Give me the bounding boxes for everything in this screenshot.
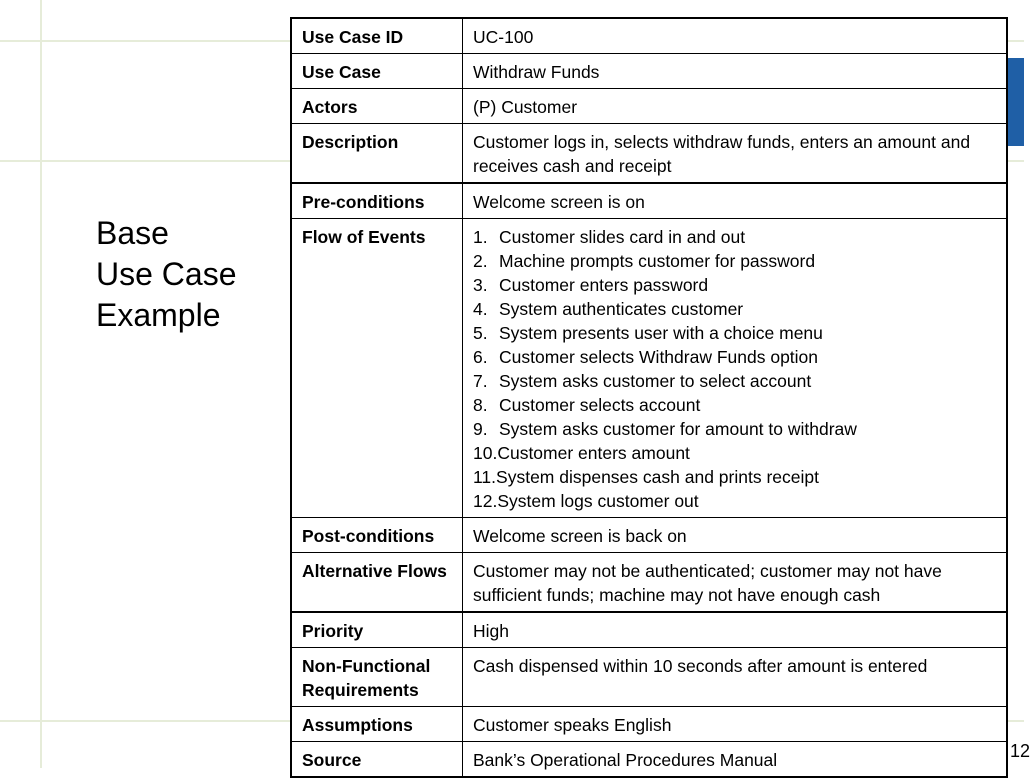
row-value: Customer logs in, selects withdraw funds, enters an amount and receives cash and receipt: [463, 124, 1008, 184]
step-text: Customer enters amount: [497, 443, 690, 463]
slide-title-line: Use Case: [96, 256, 237, 292]
step-number: 8.: [473, 395, 488, 415]
table-row: [291, 707, 1007, 742]
table-row: [291, 648, 1007, 707]
step-number: 9.: [473, 419, 488, 439]
step-text: System presents user with a choice menu: [499, 323, 823, 343]
row-value: Welcome screen is on: [463, 183, 1008, 219]
step-number: 4.: [473, 299, 488, 319]
step-text: Customer enters password: [499, 275, 709, 295]
use-case-table: [290, 17, 1008, 778]
row-value: Customer speaks English: [463, 707, 1008, 742]
step-number: 12.: [473, 491, 498, 511]
step-text: System dispenses cash and prints receipt: [496, 467, 819, 487]
row-label: Description: [291, 124, 463, 184]
table-row: [291, 612, 1007, 648]
row-label: Use Case: [291, 54, 463, 89]
row-label: Actors: [291, 89, 463, 124]
row-label: Source: [291, 742, 463, 778]
list-item: [473, 297, 998, 321]
step-number: 11.: [473, 467, 497, 487]
list-item: [473, 345, 998, 369]
row-label: Flow of Events: [291, 219, 463, 518]
row-label: Priority: [291, 612, 463, 648]
list-item: [473, 465, 998, 489]
list-item: [473, 273, 998, 297]
row-value: Bank’s Operational Procedures Manual: [463, 742, 1008, 778]
step-number: 6.: [473, 347, 488, 367]
flow-of-events-list: [473, 225, 998, 513]
row-label: Post-conditions: [291, 518, 463, 553]
step-number: 3.: [473, 275, 488, 295]
list-item: [473, 417, 998, 441]
list-item: [473, 225, 998, 249]
step-text: System asks customer for amount to withdraw: [499, 419, 857, 439]
step-text: System logs customer out: [497, 491, 699, 511]
step-text: Machine prompts customer for password: [499, 251, 816, 271]
slide-title-line: Example: [96, 297, 221, 333]
step-number: 5.: [473, 323, 488, 343]
row-label: Non-Functional Requirements: [291, 648, 463, 707]
step-text: Customer slides card in and out: [499, 227, 746, 247]
step-text: System authenticates customer: [499, 299, 744, 319]
slide-title: [96, 213, 237, 336]
row-label: Pre-conditions: [291, 183, 463, 219]
step-text: Customer selects Withdraw Funds option: [499, 347, 819, 367]
list-item: [473, 321, 998, 345]
flow-of-events-cell: [463, 219, 1008, 518]
page-number: 12: [1010, 741, 1030, 761]
row-value: Welcome screen is back on: [463, 518, 1008, 553]
step-number: 10.: [473, 443, 498, 463]
accent-bar: [1008, 58, 1024, 146]
table-row: [291, 742, 1007, 778]
table-row: [291, 89, 1007, 124]
step-number: 1.: [473, 227, 488, 247]
row-value: Withdraw Funds: [463, 54, 1008, 89]
row-label: Assumptions: [291, 707, 463, 742]
table-row: [291, 54, 1007, 89]
list-item: [473, 489, 998, 513]
row-label: Alternative Flows: [291, 553, 463, 613]
table-row: [291, 518, 1007, 553]
step-text: System asks customer to select account: [499, 371, 812, 391]
row-value: UC-100: [463, 18, 1008, 54]
grid-line: [40, 0, 42, 768]
row-value: Customer may not be authenticated; customer may not have sufficient funds; machine may not have enough cash: [463, 553, 1008, 613]
table-row: [291, 219, 1007, 518]
row-label: Use Case ID: [291, 18, 463, 54]
table-row: [291, 553, 1007, 613]
row-value: (P) Customer: [463, 89, 1008, 124]
list-item: [473, 369, 998, 393]
slide-title-line: Base: [96, 215, 169, 251]
table-row: [291, 18, 1007, 54]
table-row: [291, 124, 1007, 184]
step-number: 2.: [473, 251, 488, 271]
step-text: Customer selects account: [499, 395, 701, 415]
row-value: Cash dispensed within 10 seconds after amount is entered: [463, 648, 1008, 707]
list-item: [473, 393, 998, 417]
step-number: 7.: [473, 371, 488, 391]
list-item: [473, 249, 998, 273]
row-value: High: [463, 612, 1008, 648]
table-row: [291, 183, 1007, 219]
list-item: [473, 441, 998, 465]
